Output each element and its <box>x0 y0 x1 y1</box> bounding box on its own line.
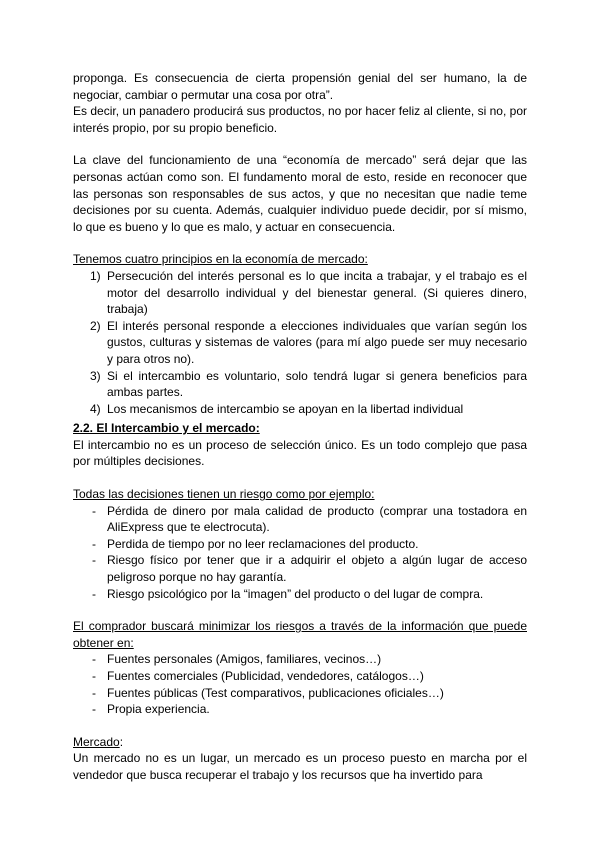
list-item-text: Riesgo físico por tener que ir a adquirir el objeto a algún lugar de acceso peligroso porque no hay garantía. <box>107 553 527 585</box>
market-definition: Un mercado no es un lugar, un mercado es un proceso puesto en marcha por el vendedor que busca recuperar el trabajo y los recursos que ha invertido para <box>73 751 527 782</box>
list-item-text: Fuentes personales (Amigos, familiares, vecinos…) <box>107 652 382 667</box>
list-item <box>73 268 527 318</box>
list-item-text: Fuentes públicas (Test comparativos, publicaciones oficiales…) <box>107 685 444 700</box>
bullet-dash: - <box>92 685 96 700</box>
sources-list <box>73 651 527 717</box>
list-item-text: Los mecanismos de intercambio se apoyan en la libertad individual <box>107 401 464 416</box>
list-item-text: Persecución del interés personal es lo que incita a trabajar, y el trabajo es el motor del desarrollo individual y del bienestar general. (Si quieres dinero, trabaja) <box>107 268 527 317</box>
list-item-text: Propia experiencia. <box>107 702 210 717</box>
risks-heading: Todas las decisiones tienen un riesgo como por ejemplo: <box>73 487 375 502</box>
list-item <box>73 668 527 685</box>
bullet-dash: - <box>92 702 96 717</box>
list-item-text: Perdida de tiempo por no leer reclamaciones del producto. <box>107 536 419 551</box>
list-item-text: El interés personal responde a elecciones individuales que varían según los gustos, culturas y sistemas de valores (para mí algo puede ser muy necesario y para otros no). <box>107 318 527 366</box>
bullet-dash: - <box>92 652 96 667</box>
bullet-dash: - <box>92 553 96 568</box>
bullet-dash: - <box>92 586 96 601</box>
list-item-text: Pérdida de dinero por mala calidad de producto (comprar una tostadora en AliExpress que te electrocuta). <box>107 503 527 535</box>
sources-heading: El comprador buscará minimizar los riesgos a través de la información que puede obtener en: <box>73 619 527 650</box>
principles-heading: Tenemos cuatro principios en la economía de mercado: <box>73 252 368 267</box>
market-heading: Mercado <box>73 734 120 749</box>
list-item <box>73 401 527 418</box>
list-item <box>73 536 527 553</box>
list-item <box>73 651 527 668</box>
risks-list <box>73 503 527 603</box>
section-intro: El intercambio no es un proceso de selección único. Es un todo complejo que pasa por múltiples decisiones. <box>73 437 527 469</box>
bullet-dash: - <box>92 669 96 683</box>
list-item <box>73 685 527 702</box>
paragraph-baker-example: Es decir, un panadero producirá sus productos, no por hacer feliz al cliente, si no, por interés propio, por su propio beneficio. <box>73 104 527 135</box>
principles-list <box>73 268 527 417</box>
list-item <box>73 318 527 368</box>
list-number: 2) <box>90 318 101 333</box>
list-item-text: Riesgo psicológico por la “imagen” del producto o del lugar de compra. <box>107 586 484 601</box>
list-number: 1) <box>90 268 101 283</box>
list-number: 3) <box>90 368 101 383</box>
paragraph-market-economy-key: La clave del funcionamiento de una “economía de mercado” será dejar que las personas actúan como son. El fundamento moral de esto, reside en reconocer que las personas son responsables de sus actos, y que no necesitan que nadie teme decisiones por su cuenta. Además, cualquier individuo puede decidir, por sí mismo, lo que es bueno y lo que es malo, y actuar en consecuencia. <box>73 153 527 234</box>
bullet-dash: - <box>92 536 96 551</box>
list-item <box>73 368 527 401</box>
market-heading-line <box>73 734 527 751</box>
list-number: 4) <box>90 401 101 416</box>
list-item <box>73 552 527 585</box>
document-page <box>73 70 527 784</box>
list-item-text: Si el intercambio es voluntario, solo tendrá lugar si genera beneficios para ambas partes. <box>107 368 527 400</box>
list-item <box>73 701 527 718</box>
market-heading-colon: : <box>119 734 124 749</box>
list-item-text: Fuentes comerciales (Publicidad, vendedores, catálogos…) <box>107 669 424 683</box>
paragraph-smith-quote: proponga. Es consecuencia de cierta propensión genial del ser humano, la de negociar, cambiar o permutar una cosa por otra”. <box>73 71 527 102</box>
list-item <box>73 586 527 603</box>
list-item <box>73 503 527 536</box>
section-heading: 2.2. El Intercambio y el mercado: <box>73 421 260 436</box>
bullet-dash: - <box>92 503 96 518</box>
